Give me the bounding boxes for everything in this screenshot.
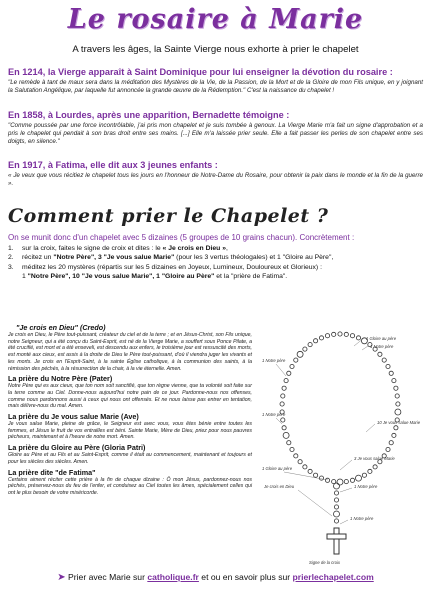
- rosary-bead: [368, 469, 372, 473]
- label-gloire-2: 1 Gloire au père: [262, 466, 293, 471]
- rosary-bead: [319, 336, 323, 340]
- rosary-bead: [395, 394, 399, 398]
- rosary-bead: [281, 394, 285, 398]
- step-item: 1. sur la croix, faites le signe de croix et dites : le « Je crois en Dieu »,: [8, 245, 228, 252]
- rosary-bead: [287, 371, 291, 375]
- step-item: 1 "Notre Père", 10 "Je vous salue Marie", 1 "Gloire au Père" et la "prière de Fatima".: [22, 273, 288, 281]
- prayer-heading-gloria: La prière du Gloire au Père (Gloria Patri): [8, 443, 146, 453]
- rosary-bead: [350, 478, 354, 482]
- rosary-bead: [389, 371, 393, 375]
- rosary-beads: [280, 332, 401, 523]
- rosary-bead: [325, 478, 329, 482]
- rosary-bead: [344, 480, 348, 484]
- rosary-bead: [334, 511, 340, 517]
- rosary-bead: [334, 483, 340, 489]
- rosary-bead: [287, 441, 291, 445]
- rosary-bead: [392, 433, 396, 437]
- rosary-bead: [280, 402, 284, 406]
- rosary-bead: [394, 426, 398, 430]
- rosary-bead: [298, 460, 302, 464]
- section-1214: [8, 67, 423, 95]
- rosary-bead: [350, 334, 354, 338]
- rosary-bead: [334, 491, 338, 495]
- rosary-bead: [332, 332, 336, 336]
- how-title: Comment prier le Chapelet ?: [8, 205, 329, 227]
- prayer-heading-credo: "Je crois en Dieu" (Credo): [16, 323, 106, 332]
- rosary-bead: [294, 358, 298, 362]
- rosary-bead: [386, 447, 390, 451]
- rosary-bead: [356, 475, 362, 481]
- rosary-bead: [314, 473, 318, 477]
- rosary-bead: [325, 334, 329, 338]
- rosary-bead: [392, 379, 396, 383]
- rosary-diagram: [254, 320, 426, 570]
- intro-text: On se munit donc d'un chapelet avec 5 dizaines (5 groupes de 10 grains chacun). Concrètement :: [8, 233, 355, 242]
- page-title: Le rosaire à Marie: [67, 4, 364, 35]
- rosary-bead: [297, 351, 303, 357]
- prayer-text-pater: Notre Père qui es aux cieux, que ton nom soit sanctifié, que ton règne vienne, que ta volonté soit faite sur la terre comme au Ciel. Donne-nous aujourd'hui notre pain de ce jour. Pardonne-nous nos offenses, comme nous pardonnons aussi à ceux qui nous ont offensés. Et ne nous laisse pas entrer en tentation, mais délivre-nous du mal. Amen.: [8, 383, 252, 410]
- label-credo: Je crois en Dieu: [264, 484, 295, 489]
- rosary-bead: [294, 454, 298, 458]
- section-heading: En 1214, la Vierge apparaît à Saint Dominique pour lui enseigner la dévotion du rosaire :: [8, 67, 393, 77]
- rosary-bead: [303, 347, 307, 351]
- steps-list: [8, 244, 425, 282]
- label-signe: Signe de la croix: [309, 560, 340, 565]
- label-gloire-1: 1 Gloire au père: [366, 336, 397, 341]
- section-1917: [8, 160, 423, 188]
- rosary-bead: [319, 476, 323, 480]
- rosary-bead: [373, 465, 377, 469]
- prayer-heading-fatima: La prière dite "de Fatima": [8, 467, 96, 477]
- label-ave-3: 3 Je vous salue Marie: [354, 456, 395, 461]
- rosary-bead: [362, 473, 366, 477]
- label-notre-4: 1 Notre père: [354, 484, 378, 489]
- rosary-bead: [314, 339, 318, 343]
- label-notre-5: 1 Notre père: [350, 516, 374, 521]
- rosary-bead: [389, 441, 393, 445]
- rosary-cross: [327, 528, 346, 554]
- rosary-bead: [378, 352, 382, 356]
- rosary-bead: [386, 364, 390, 368]
- rosary-bead: [284, 379, 288, 383]
- label-notre-2: 1 Notre père: [262, 358, 286, 363]
- rosary-bead: [338, 332, 342, 336]
- link-catholique[interactable]: catholique.fr: [147, 572, 199, 582]
- label-notre-3: 1 Notre père: [262, 412, 286, 417]
- rosary-bead: [356, 336, 360, 340]
- rosary-bead: [282, 426, 286, 430]
- rosary-bead: [334, 498, 338, 502]
- prayer-text-credo: Je crois en Dieu, le Père tout-puissant, créateur du ciel et de la terre ; et en Jésus-Christ, son Fils unique, notre Seigneur, qui a été conçu du Saint-Esprit, est né de la Vierge Marie, a souffert sous Ponce Pilate, a été crucifié, est mort et a été enseveli, est descendu aux enfers, le troisième jour est ressuscité des morts, est monté aux cieux, est assis à la droite de Dieu le Père tout-puissant, d'où il viendra juger les vivants et les morts. Je crois en l'Esprit-Saint, à la sainte Église catholique, à la communion des saints, à la rémission des péchés, à la résurrection de la chair, à la vie éternelle. Amen.: [8, 332, 252, 372]
- rosary-bead: [334, 505, 338, 509]
- prayer-text-fatima: Certains aiment réciter cette prière à la fin de chaque dizaine : Ô mon Jésus, pardonnez-nous nos péchés, préservez-nous du feu de l'enfer, et conduisez au Ciel toutes les âmes, spécialement celles qui ont le plus besoin de votre miséricorde.: [8, 476, 252, 496]
- section-quote: "Comme poussée par une force incontrôlable, j'ai pris mon chapelet et je suis tombée à genoux. La Vierge Marie m'a fait un signe d'approbation et a pris le chapelet qui pendait à son bras droit entre ses mains. [...] Elle m'a laissée prier seule. Elle a fait passer les perles de son chapelet entre ses doigts, en silence.": [8, 122, 423, 145]
- section-quote: « Je veux que vous récitiez le chapelet tous les jours en l'honneur de Notre-Dame du Rosaire, pour obtenir la paix dans le monde et la fin de la guerre ».: [8, 172, 423, 187]
- prayers-column: [8, 321, 252, 497]
- rosary-bead: [308, 469, 312, 473]
- page-subtitle: A travers les âges, la Sainte Vierge nous exhorte à prier le chapelet: [72, 44, 359, 55]
- rosary-bead: [394, 386, 398, 390]
- rosary-bead: [283, 432, 289, 438]
- prayer-text-gloria: Gloire au Père et au Fils et au Saint-Esprit, comme il était au commencement, maintenant et toujours et pour les siècles des siècles. Amen.: [8, 452, 252, 465]
- rosary-bead: [344, 332, 348, 336]
- rosary-bead: [282, 386, 286, 390]
- section-quote: "Le remède à tant de maux sera dans la méditation des Mystères de la Vie, de la Passion, de la Mort et de la Gloire de mon Fils unique, en y joignant la Salutation Angélique, par laquelle fut annoncée la grande œuvre de la Rédemption." C'est la naissance du chapelet !: [8, 79, 423, 94]
- section-1858: [8, 110, 423, 146]
- step-item: 3. méditez les 20 mystères (répartis sur les 5 dizaines en Joyeux, Lumineux, Douloureux et Glorieux) :: [8, 263, 322, 271]
- step-item: 2. récitez un "Notre Père", 3 "Je vous salue Marie" (pour les 3 vertus théologales) et 1 "Gloire au Père",: [8, 254, 334, 262]
- rosary-bead: [290, 447, 294, 451]
- rosary-bead: [396, 402, 400, 406]
- rosary-bead: [395, 409, 401, 415]
- prayer-heading-ave: La prière du Je vous salue Marie (Ave): [8, 412, 139, 422]
- rosary-bead: [281, 418, 285, 422]
- section-heading: En 1917, à Fatima, elle dit aux 3 jeunes enfants :: [8, 160, 218, 170]
- rosary-bead: [290, 364, 294, 368]
- section-heading: En 1858, à Lourdes, après une apparition, Bernadette témoigne :: [8, 110, 290, 120]
- arrow-icon: ➤: [57, 572, 66, 583]
- label-notre-1: 1 Notre père: [370, 344, 394, 349]
- rosary-bead: [382, 358, 386, 362]
- rosary-bead: [308, 343, 312, 347]
- link-prierlechapelet[interactable]: prierlechapelet.com: [292, 572, 374, 582]
- prayer-heading-pater: La prière du Notre Père (Pater): [8, 374, 113, 384]
- prayer-text-ave: Je vous salue Marie, pleine de grâce, le Seigneur est avec vous, vous êtes bénie entre toutes les femmes, et Jésus le fruit de vos entrailles est béni. Sainte Marie, Mère de Dieu, priez pour nous pauvres pécheurs, maintenant et à l'heure de notre mort. Amen.: [8, 421, 252, 441]
- rosary-bead: [303, 465, 307, 469]
- rosary-bead: [337, 479, 343, 485]
- footer: ➤ Prier avec Marie sur catholique.fr et ou en savoir plus sur prierlechapelet.com: [57, 572, 374, 583]
- label-ave-10: 10 Je vous salue Marie: [377, 420, 421, 425]
- rosary-bead: [334, 519, 338, 523]
